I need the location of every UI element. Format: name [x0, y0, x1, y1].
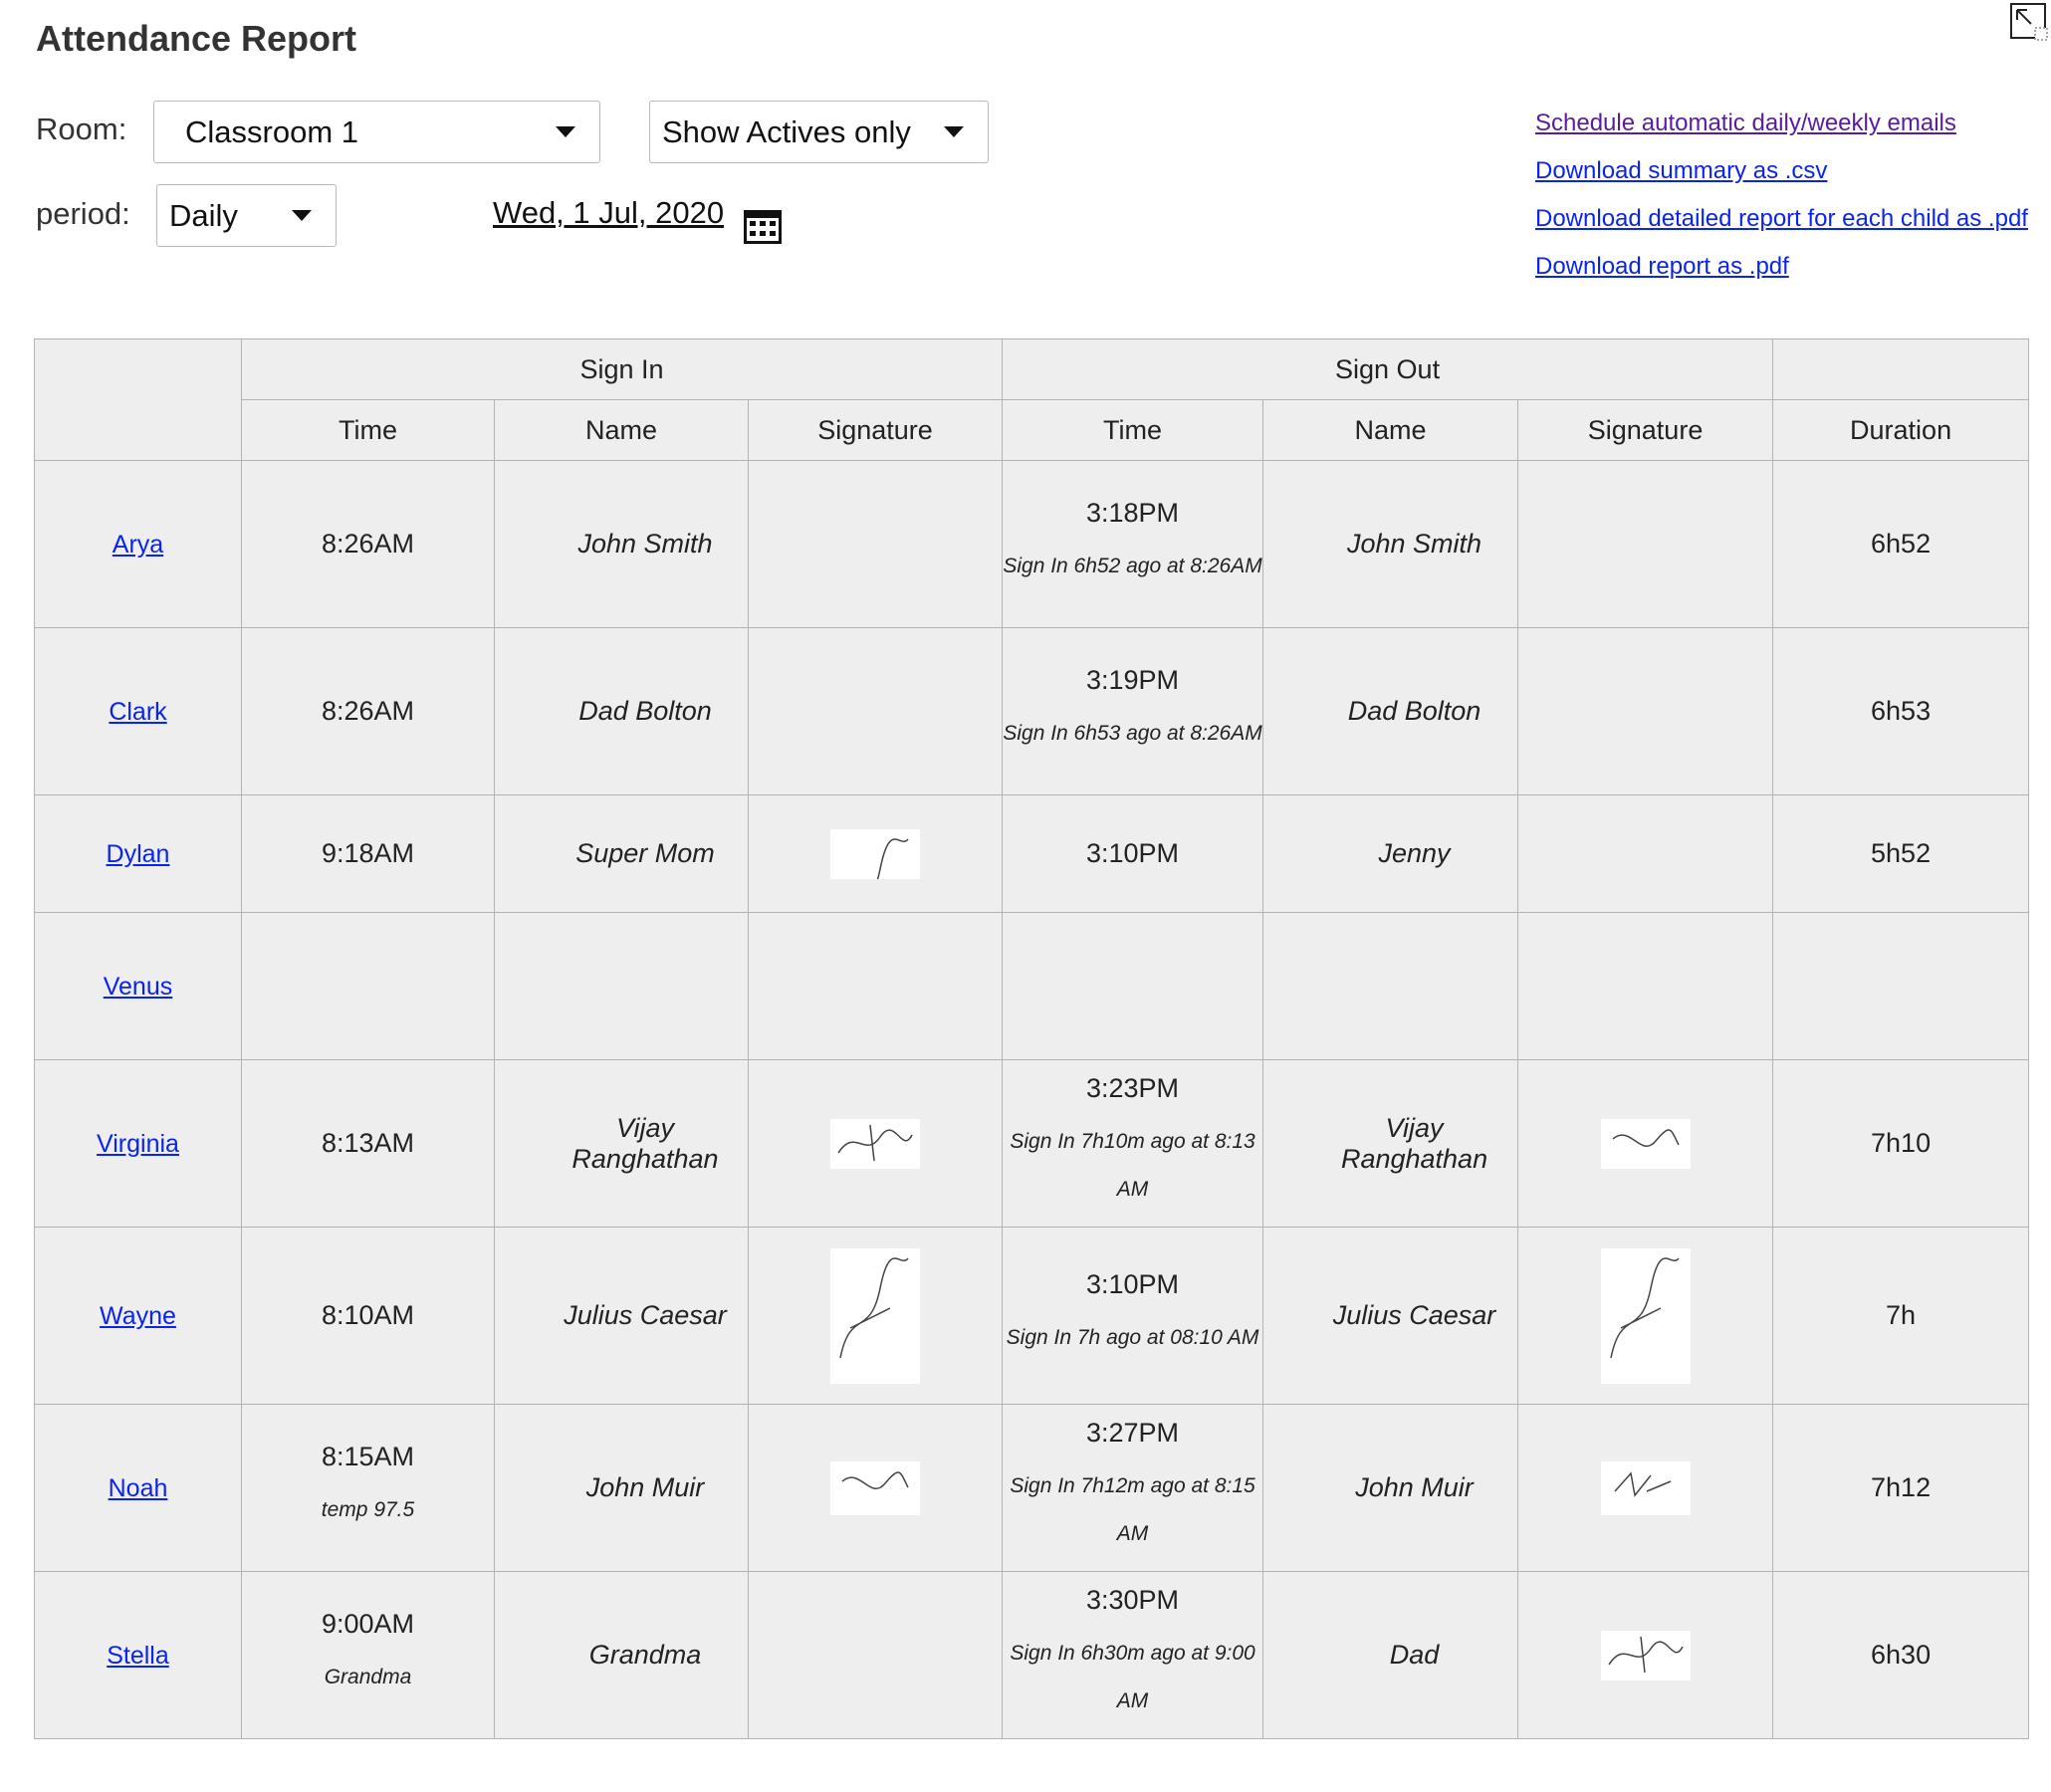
signature-cell: [749, 1060, 1003, 1228]
time-cell: [242, 1060, 495, 1228]
download-detailed-pdf-link[interactable]: Download detailed report for each child as .pdf: [1535, 205, 2028, 232]
column-header: Signature: [749, 400, 1003, 461]
sign-out-name: John Smith: [1263, 461, 1518, 628]
time-cell: [242, 1572, 495, 1739]
table-row: [35, 913, 2029, 1060]
child-cell: [35, 1228, 242, 1405]
time-cell: [242, 628, 495, 795]
time-value: 3:10PM: [1086, 1269, 1180, 1299]
report-actions: [1535, 106, 2028, 297]
time-cell: [1003, 1060, 1263, 1228]
time-note: Sign In 6h30m ago at 9:00 AM: [1010, 1642, 1255, 1712]
signature-cell: [1518, 1572, 1773, 1739]
period-select-value: Daily: [169, 197, 238, 233]
signature-image: [830, 1119, 920, 1169]
sign-in-name: Dad Bolton: [495, 628, 749, 795]
child-name-link[interactable]: Arya: [112, 531, 164, 559]
signature-cell: [749, 913, 1003, 1060]
sign-out-name: [1263, 913, 1518, 1060]
time-value: 9:18AM: [321, 838, 415, 868]
child-name-link[interactable]: Wayne: [100, 1302, 176, 1330]
signature-image: [830, 1461, 920, 1515]
time-note: Sign In 7h12m ago at 8:15 AM: [1010, 1474, 1255, 1545]
room-select[interactable]: [153, 101, 600, 163]
download-report-pdf-link[interactable]: Download report as .pdf: [1535, 253, 1789, 280]
child-name-link[interactable]: Dylan: [106, 840, 170, 868]
child-name-link[interactable]: Virginia: [97, 1130, 179, 1158]
time-value: 8:10AM: [321, 1300, 415, 1330]
room-label: Room:: [36, 112, 127, 146]
child-cell: [35, 795, 242, 913]
child-name-link[interactable]: Stella: [107, 1642, 169, 1670]
time-value: 3:19PM: [1086, 665, 1180, 695]
child-name-link[interactable]: Clark: [109, 698, 167, 726]
status-filter-value: Show Actives only: [662, 113, 911, 149]
time-cell: [1003, 461, 1263, 628]
signature-cell: [1518, 795, 1773, 913]
time-note: Sign In 6h53 ago at 8:26AM: [1003, 722, 1262, 745]
period-select[interactable]: [156, 184, 337, 247]
signature-cell: [1518, 913, 1773, 1060]
time-value: 3:10PM: [1086, 838, 1180, 868]
table-row: [35, 1572, 2029, 1739]
time-value: 3:18PM: [1086, 498, 1180, 528]
child-cell: [35, 1060, 242, 1228]
table-row: [35, 1405, 2029, 1572]
duration-cell: 6h52: [1773, 461, 2029, 628]
time-note: Sign In 7h ago at 08:10 AM: [1006, 1326, 1259, 1349]
child-column-header: [35, 339, 242, 461]
child-cell: [35, 1405, 242, 1572]
signature-cell: [749, 1228, 1003, 1405]
sign-out-name: Dad: [1263, 1572, 1518, 1739]
chevron-down-icon: [944, 126, 964, 137]
table-row: [35, 795, 2029, 913]
time-value: 8:26AM: [321, 529, 415, 559]
signature-image: [1601, 1631, 1691, 1680]
signature-cell: [749, 1405, 1003, 1572]
child-cell: [35, 461, 242, 628]
signature-cell: [749, 1572, 1003, 1739]
time-cell: [242, 461, 495, 628]
status-filter-select[interactable]: [649, 101, 989, 163]
child-cell: [35, 913, 242, 1060]
sign-in-name: John Muir: [495, 1405, 749, 1572]
time-value: 3:23PM: [1086, 1073, 1180, 1103]
duration-group-header: [1773, 339, 2029, 400]
time-value: 3:27PM: [1086, 1418, 1180, 1448]
child-cell: [35, 628, 242, 795]
signature-cell: [1518, 1060, 1773, 1228]
child-name-link[interactable]: Venus: [103, 973, 173, 1001]
time-cell: [242, 1405, 495, 1572]
duration-cell: 6h30: [1773, 1572, 2029, 1739]
time-cell: [1003, 913, 1263, 1060]
expand-icon[interactable]: [2009, 2, 2049, 42]
sign-out-name: Jenny: [1263, 795, 1518, 913]
signature-cell: [749, 795, 1003, 913]
sign-in-name: Grandma: [495, 1572, 749, 1739]
time-value: 8:26AM: [321, 696, 415, 726]
time-cell: [1003, 1228, 1263, 1405]
time-value: 3:30PM: [1086, 1585, 1180, 1615]
time-value: 8:15AM: [321, 1442, 415, 1471]
signature-cell: [1518, 461, 1773, 628]
duration-cell: [1773, 913, 2029, 1060]
chevron-down-icon: [556, 126, 575, 137]
sign-in-name: [495, 913, 749, 1060]
schedule-emails-link[interactable]: Schedule automatic daily/weekly emails: [1535, 110, 1956, 136]
time-cell: [242, 795, 495, 913]
time-cell: [242, 1228, 495, 1405]
page-title: Attendance Report: [36, 18, 357, 59]
table-row: [35, 1228, 2029, 1405]
time-cell: [1003, 1405, 1263, 1572]
signature-image: [830, 1248, 920, 1384]
table-row: [35, 628, 2029, 795]
signature-image: [1601, 1119, 1691, 1169]
time-cell: [1003, 628, 1263, 795]
duration-cell: 7h10: [1773, 1060, 2029, 1228]
sign-out-name: Julius Caesar: [1263, 1228, 1518, 1405]
sign-in-name: John Smith: [495, 461, 749, 628]
time-note: Sign In 7h10m ago at 8:13 AM: [1010, 1130, 1255, 1201]
column-header: Time: [1003, 400, 1263, 461]
time-note: temp 97.5: [321, 1498, 415, 1521]
signature-image: [1601, 1461, 1691, 1515]
time-cell: [1003, 795, 1263, 913]
column-header: Duration: [1773, 400, 2029, 461]
period-label: period:: [36, 196, 130, 231]
table-row: [35, 461, 2029, 628]
time-note: Grandma: [324, 1666, 412, 1688]
room-select-value: Classroom 1: [185, 113, 358, 149]
duration-cell: 5h52: [1773, 795, 2029, 913]
chevron-down-icon: [292, 210, 312, 221]
sign-in-group-header: Sign In: [242, 339, 1003, 400]
duration-cell: 7h: [1773, 1228, 2029, 1405]
duration-cell: 6h53: [1773, 628, 2029, 795]
column-header: Name: [495, 400, 749, 461]
signature-cell: [749, 461, 1003, 628]
duration-cell: 7h12: [1773, 1405, 2029, 1572]
sign-out-group-header: Sign Out: [1003, 339, 1773, 400]
signature-image: [1601, 1248, 1691, 1384]
download-summary-csv-link[interactable]: Download summary as .csv: [1535, 157, 1828, 184]
attendance-table: [34, 338, 2029, 1739]
signature-cell: [749, 628, 1003, 795]
time-value: 8:13AM: [321, 1128, 415, 1158]
child-name-link[interactable]: Noah: [108, 1474, 168, 1502]
table-row: [35, 1060, 2029, 1228]
column-header: Name: [1263, 400, 1518, 461]
date-picker-link[interactable]: Wed, 1 Jul, 2020: [493, 195, 725, 230]
signature-cell: [1518, 1405, 1773, 1572]
signature-image: [830, 829, 920, 879]
column-header: Signature: [1518, 400, 1773, 461]
sign-in-name: Julius Caesar: [495, 1228, 749, 1405]
sign-out-name: Dad Bolton: [1263, 628, 1518, 795]
signature-cell: [1518, 628, 1773, 795]
time-cell: [242, 913, 495, 1060]
sign-out-name: Vijay Ranghathan: [1263, 1060, 1518, 1228]
time-note: Sign In 6h52 ago at 8:26AM: [1003, 555, 1262, 577]
sign-in-name: Super Mom: [495, 795, 749, 913]
signature-cell: [1518, 1228, 1773, 1405]
child-cell: [35, 1572, 242, 1739]
time-cell: [1003, 1572, 1263, 1739]
time-value: 9:00AM: [321, 1609, 415, 1639]
sign-in-name: Vijay Ranghathan: [495, 1060, 749, 1228]
sign-out-name: John Muir: [1263, 1405, 1518, 1572]
column-header: Time: [242, 400, 495, 461]
calendar-icon[interactable]: [743, 209, 783, 245]
